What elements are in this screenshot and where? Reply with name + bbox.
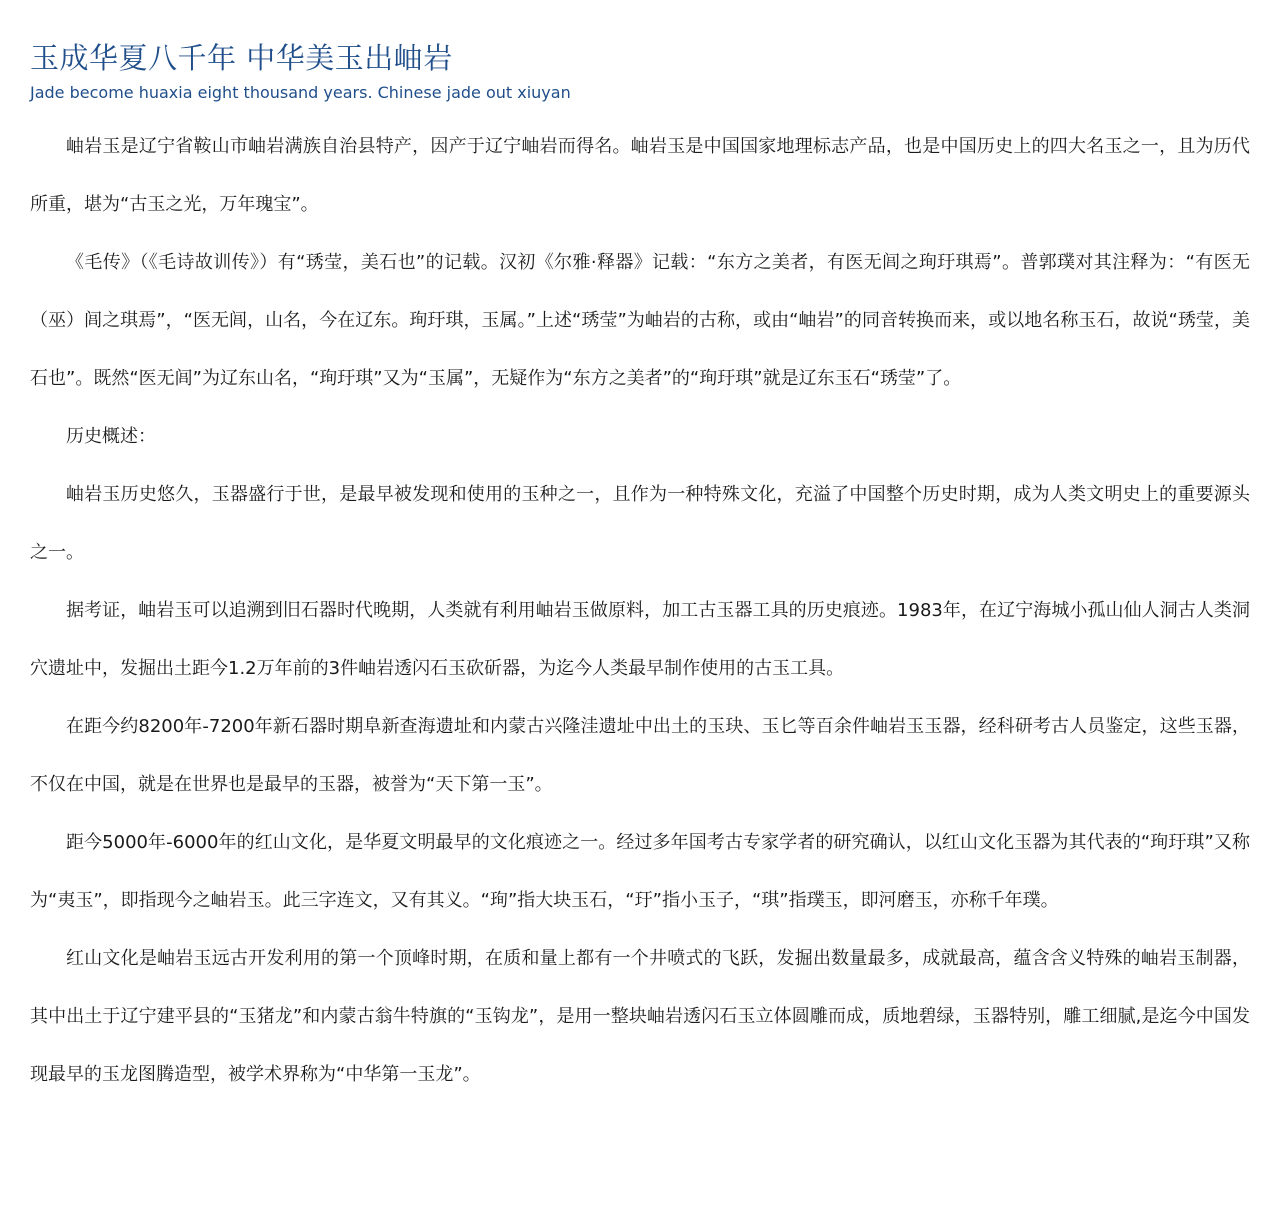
- paragraph-jade-dragon: 红山文化是岫岩玉远古开发利用的第一个顶峰时期，在质和量上都有一个井喷式的飞跃，发掘出数量最多，成就最高，蕴含含义特殊的岫岩玉制器，其中出土于辽宁建平县的“玉猪龙”和内蒙古翁牛特旗的“玉钩龙”，是用一整块岫岩透闪石玉立体圆雕而成，质地碧绿，玉器特别，雕工细腻,是迄今中国发现最早的玉龙图腾造型，被学术界称为“中华第一玉龙”。: [30, 948, 1250, 1085]
- paragraph-history-heading: 历史概述：: [66, 426, 156, 447]
- paragraph-hongshan: 距今5000年-6000年的红山文化，是华夏文明最早的文化痕迹之一。经过多年国考古专家学者的研究确认，以红山文化玉器为其代表的“珣玗琪”又称为“夷玉”，即指现今之岫岩玉。此三字连文，又有其义。“珣”指大块玉石，“玗”指小玉子，“琪”指璞玉，即河磨玉，亦称千年璞。: [30, 832, 1250, 911]
- paragraph-neolithic: 在距今约8200年-7200年新石器时期阜新查海遗址和内蒙古兴隆洼遗址中出土的玉玦、玉匕等百余件岫岩玉玉器，经科研考古人员鉴定，这些玉器，不仅在中国，就是在世界也是最早的玉器，被誉为“天下第一玉”。: [30, 716, 1250, 795]
- paragraph-classics: 《毛传》（《毛诗故训传》）有“琇莹，美石也”的记载。汉初《尔雅·释器》记载：“东方之美者，有医无闾之珣玗琪焉”。普郭璞对其注释为：“有医无（巫）闾之琪焉”，“医无闾，山名，今在辽东。珣玗琪，玉属。”上述“琇莹”为岫岩的古称，或由“岫岩”的同音转换而来，或以地名称玉石，故说“琇莹，美石也”。既然“医无闾”为辽东山名，“珣玗琪”又为“玉属”，无疑作为“东方之美者”的“珣玗琪”就是辽东玉石“琇莹”了。: [30, 252, 1250, 389]
- paragraph-intro: 岫岩玉是辽宁省鞍山市岫岩满族自治县特产，因产于辽宁岫岩而得名。岫岩玉是中国国家地理标志产品，也是中国历史上的四大名玉之一，且为历代所重，堪为“古玉之光，万年瑰宝”。: [30, 136, 1250, 215]
- paragraph-history-overview: 岫岩玉历史悠久，玉器盛行于世，是最早被发现和使用的玉种之一，且作为一种特殊文化，充溢了中国整个历史时期，成为人类文明史上的重要源头之一。: [30, 484, 1250, 563]
- page-title: 玉成华夏八千年 中华美玉出岫岩: [30, 41, 453, 75]
- page-subtitle: Jade become huaxia eight thousand years. Chinese jade out xiuyan: [30, 83, 571, 102]
- article-body: [30, 118, 1250, 1104]
- paragraph-paleolithic: 据考证，岫岩玉可以追溯到旧石器时代晚期，人类就有利用岫岩玉做原料，加工古玉器工具的历史痕迹。1983年，在辽宁海城小孤山仙人洞古人类洞穴遗址中，发掘出土距今1.2万年前的3件岫岩透闪石玉砍斫器，为迄今人类最早制作使用的古玉工具。: [30, 600, 1250, 679]
